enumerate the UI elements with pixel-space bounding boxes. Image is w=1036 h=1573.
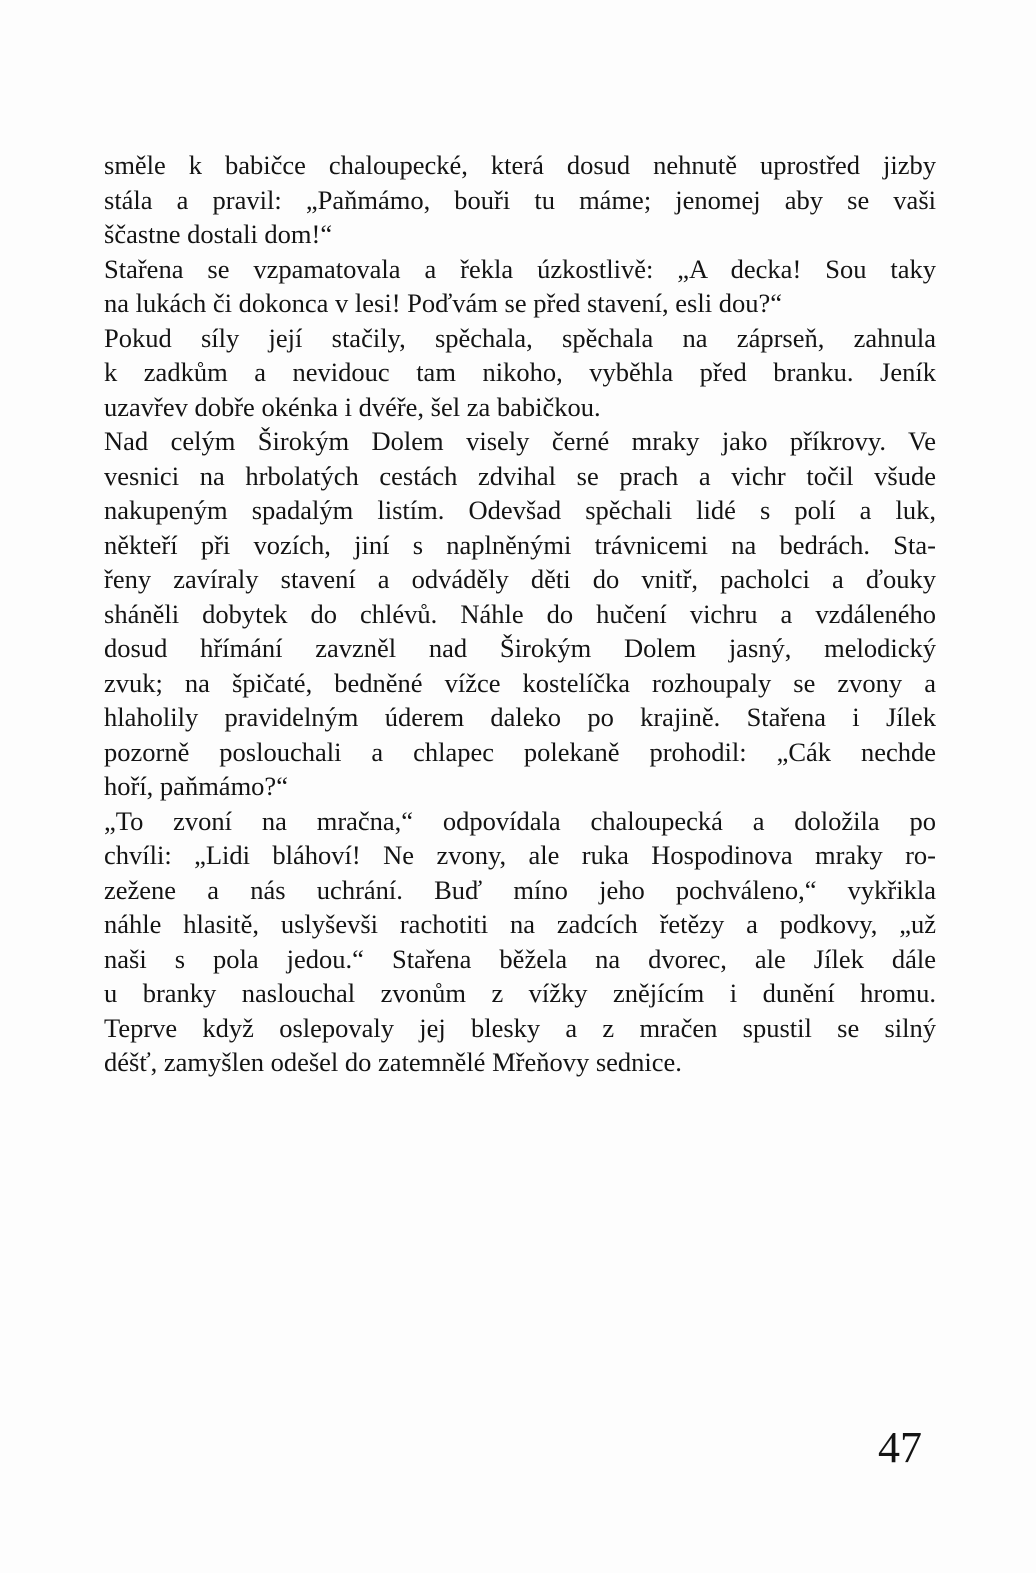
text-line: u branky naslouchal zvonům z vížky znějícím i dunění hromu. <box>104 978 936 1008</box>
text-line: vesnici na hrbolatých cestách zdvihal se prach a vichr točil všude <box>104 460 936 491</box>
text-line: někteří při vozích, jiní s naplněnými trávnicemi na bedrách. Sta- <box>104 529 936 560</box>
text-line: zežene a nás uchrání. Buď míno jeho pochváleno,“ vykřikla <box>104 874 936 905</box>
text-line: hlaholily pravidelným úderem daleko po krajině. Stařena i Jílek <box>104 702 936 732</box>
text-line: směle k babičce chaloupecké, která dosud nehnutě uprostřed jizby <box>104 150 936 180</box>
text-line: na lukách či dokonca v lesi! Poďvám se před stavení, esli dou?“ <box>104 288 782 318</box>
text-line: zvuk; na špičaté, bedněné vížce kostelíčka rozhoupaly se zvony a <box>104 667 936 698</box>
text-line: „To zvoní na mračna,“ odpovídala chaloupecká a doložila po <box>104 805 936 836</box>
page-number: 47 <box>878 1423 922 1472</box>
body-text <box>104 148 936 1080</box>
text-line: k zadkům a nevidouc tam nikoho, vyběhla před branku. Jeník <box>104 357 936 387</box>
text-line: Teprve když oslepovaly jej blesky a z mračen spustil se silný <box>104 1012 936 1043</box>
text-line: ščastne dostali dom!“ <box>104 219 333 249</box>
text-line: hoří, paňmámo?“ <box>104 771 288 801</box>
text-line: naši s pola jedou.“ Stařena běžela na dvorec, ale Jílek dále <box>104 943 936 974</box>
text-line: Pokud síly její stačily, spěchala, spěchala na záprseň, zahnula <box>104 322 936 353</box>
text-line: Stařena se vzpamatovala a řekla úzkostlivě: „A decka! Sou taky <box>104 253 936 284</box>
text-line: řeny zavíraly stavení a odváděly děti do vnitř, pacholci a ďouky <box>104 564 936 594</box>
text-line: pozorně poslouchali a chlapec polekaně prohodil: „Cák nechde <box>104 736 936 767</box>
text-line: sháněli dobytek do chlévů. Náhle do hučení vichru a vzdáleného <box>104 598 936 629</box>
text-line: náhle hlasitě, uslyševši rachotiti na zadcích řetězy a podkovy, „už <box>104 909 936 939</box>
text-line: dosud hřímání zavzněl nad Širokým Dolem jasný, melodický <box>104 633 936 663</box>
text-line: stála a pravil: „Paňmámo, bouři tu máme; jenomej aby se vaši <box>104 184 936 215</box>
text-line: déšť, zamyšlen odešel do zatemnělé Mřeňovy sednice. <box>104 1047 682 1077</box>
text-line: uzavřev dobře okénka i dvéře, šel za babičkou. <box>104 391 601 422</box>
text-line: Nad celým Širokým Dolem visely černé mraky jako příkrovy. Ve <box>104 426 936 456</box>
text-line: chvíli: „Lidi bláhoví! Ne zvony, ale ruka Hospodinova mraky ro- <box>104 840 936 870</box>
text-line: nakupeným spadalým listím. Odevšad spěchali lidé s polí a luk, <box>104 495 936 525</box>
